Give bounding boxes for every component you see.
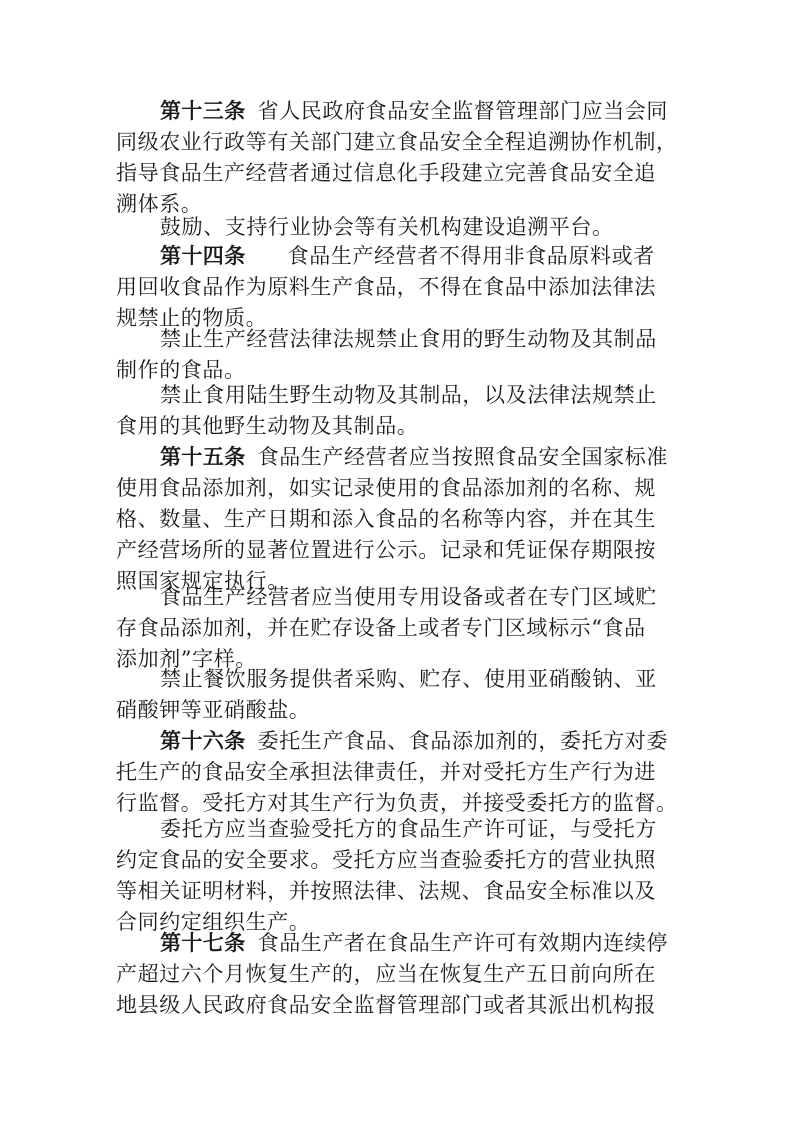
text-line: 省人民政府食品安全监督管理部门应当会同 xyxy=(257,99,669,123)
text-line: 禁止食用陆生野生动物及其制品，以及法律法规禁止 xyxy=(160,383,657,407)
article-15-heading: 第十五条 xyxy=(160,445,246,469)
article-17-paragraph xyxy=(116,928,696,1021)
article-14-paragraph xyxy=(116,241,696,334)
text-line: 添加剂”字样。 xyxy=(116,647,257,671)
article-13-paragraph xyxy=(116,96,696,220)
paragraph-terrestrial-wildlife xyxy=(116,380,696,442)
text-line: 食品生产者在食品生产许可有效期内连续停 xyxy=(257,931,669,955)
article-15-paragraph xyxy=(116,442,696,597)
text-line: 照国家规定执行。 xyxy=(116,569,289,593)
text-line: 食用的其他野生动物及其制品。 xyxy=(116,414,419,438)
article-13-heading: 第十三条 xyxy=(160,99,246,123)
text-line: 合同约定组织生产。 xyxy=(116,910,311,934)
text-line: 地县级人民政府食品安全监督管理部门或者其派出机构报 xyxy=(116,993,656,1017)
text-line: 食品生产经营者应当按照食品安全国家标准 xyxy=(257,445,669,469)
text-line: 产经营场所的显著位置进行公示。记录和凭证保存期限按 xyxy=(116,538,656,562)
text-line: 格、数量、生产日期和添入食品的名称等内容，并在其生 xyxy=(116,507,656,531)
paragraph-entrusting-party xyxy=(116,814,696,938)
text-line: 鼓励、支持行业协会等有关机构建设追溯平台。 xyxy=(160,215,614,239)
text-line: 约定食品的安全要求。受托方应当查验委托方的营业执照 xyxy=(116,848,656,872)
article-13-first-line xyxy=(116,96,696,127)
text-line: 规禁止的物质。 xyxy=(116,306,268,330)
text-line: 食品生产经营者应当使用专用设备或者在专门区域贮 xyxy=(160,585,657,609)
paragraph-additive-storage xyxy=(116,582,696,675)
text-line: 禁止生产经营法律法规禁止食用的野生动物及其制品 xyxy=(160,327,657,351)
paragraph-traceability-platform xyxy=(116,212,696,243)
text-line: 指导食品生产经营者通过信息化手段建立完善食品安全追 xyxy=(116,161,656,185)
article-16-first-line xyxy=(116,726,696,757)
text-line: 托生产的食品安全承担法律责任，并对受托方生产行为进 xyxy=(116,760,656,784)
paragraph-wildlife-products xyxy=(116,324,696,386)
article-17-first-line xyxy=(116,928,696,959)
article-16-paragraph xyxy=(116,726,696,819)
text-line: 使用食品添加剂，如实记录使用的食品添加剂的名称、规 xyxy=(116,476,656,500)
article-15-first-line xyxy=(116,442,696,473)
article-16-heading: 第十六条 xyxy=(160,729,246,753)
text-line: 委托方应当查验受托方的食品生产许可证，与受托方 xyxy=(160,817,657,841)
text-line: 食品生产经营者不得用非食品原料或者 xyxy=(287,244,655,268)
article-17-heading: 第十七条 xyxy=(160,931,246,955)
text-line: 硝酸钾等亚硝酸盐。 xyxy=(116,698,311,722)
article-14-first-line xyxy=(116,241,696,272)
article-14-heading: 第十四条 xyxy=(160,244,246,268)
text-line: 溯体系。 xyxy=(116,192,203,216)
text-line: 等相关证明材料，并按照法律、法规、食品安全标准以及 xyxy=(116,879,656,903)
text-line: 制作的食品。 xyxy=(116,358,246,382)
text-line: 行监督。受托方对其生产行为负责，并接受委托方的监督。 xyxy=(116,791,678,815)
text-line: 存食品添加剂，并在贮存设备上或者专门区域标示“食品 xyxy=(116,616,646,640)
text-line: 产超过六个月恢复生产的，应当在恢复生产五日前向所在 xyxy=(116,962,656,986)
text-line: 用回收食品作为原料生产食品，不得在食品中添加法律法 xyxy=(116,275,656,299)
text-line: 同级农业行政等有关部门建立食品安全全程追溯协作机制， xyxy=(116,130,678,154)
text-line: 禁止餐饮服务提供者采购、贮存、使用亚硝酸钠、亚 xyxy=(160,667,657,691)
paragraph-nitrite-ban xyxy=(116,664,696,726)
text-line: 委托生产食品、食品添加剂的，委托方对委 xyxy=(257,729,669,753)
